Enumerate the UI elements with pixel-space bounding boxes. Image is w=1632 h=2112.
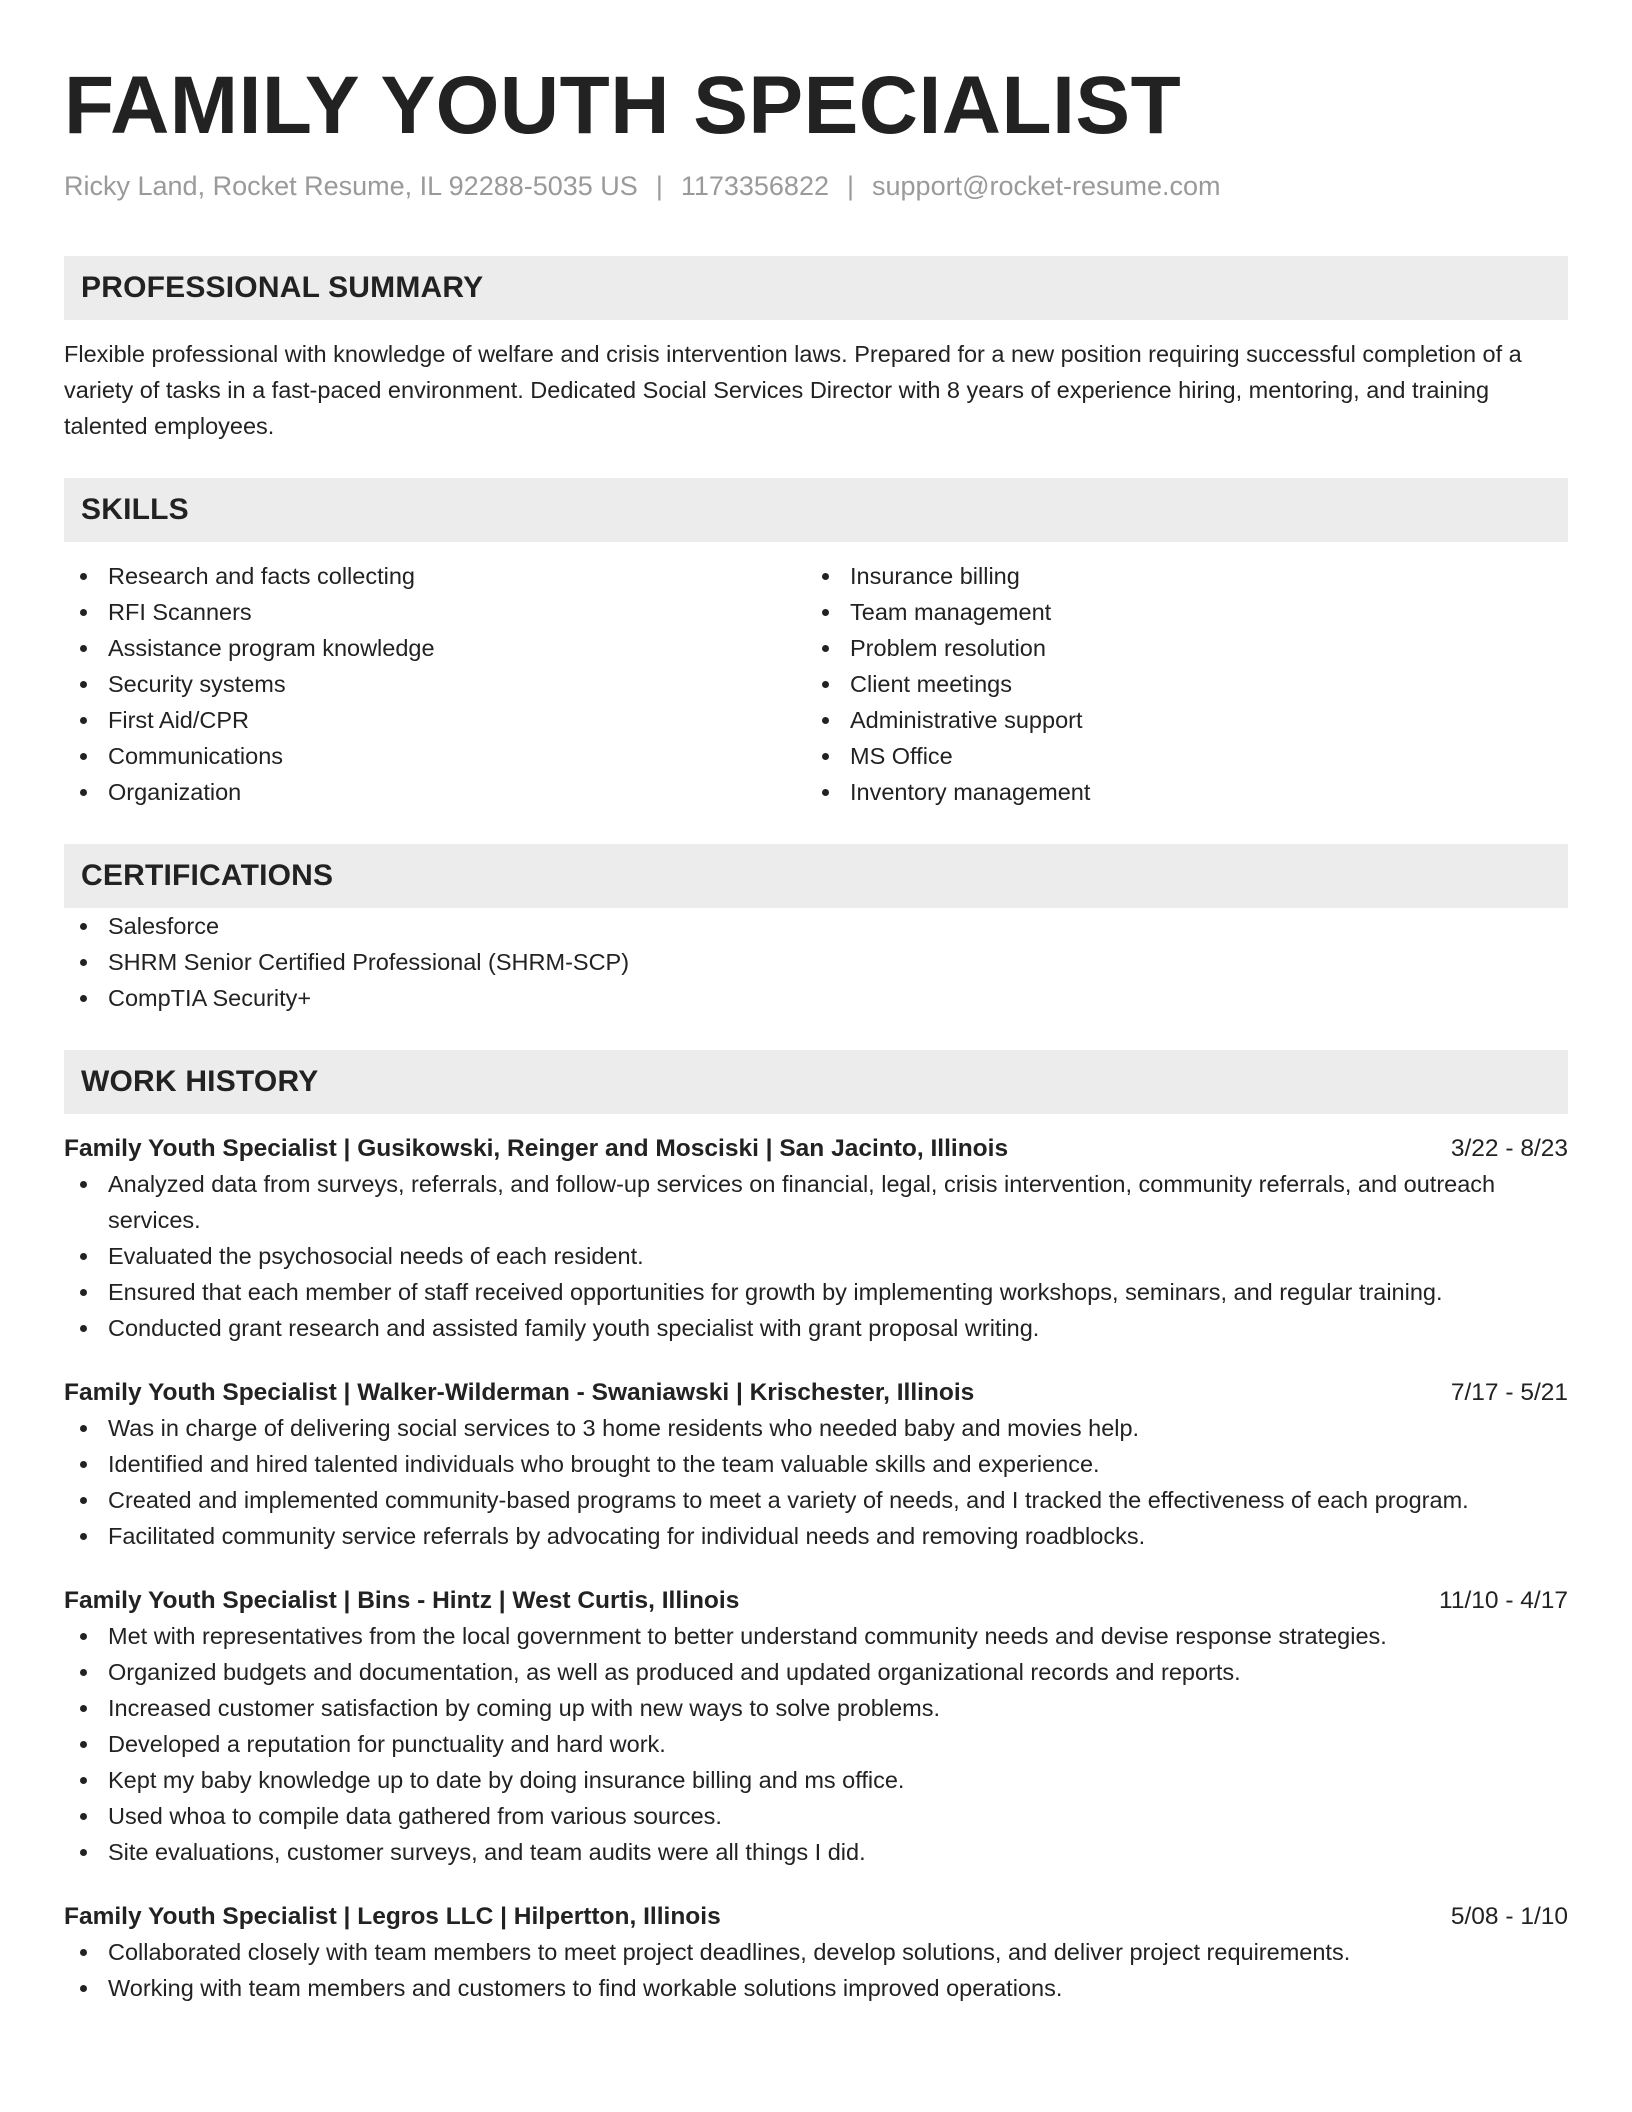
skill-item: Inventory management <box>806 774 1568 810</box>
job-duty-item: Working with team members and customers to find workable solutions improved operations. <box>64 1970 1568 2006</box>
section-heading: PROFESSIONAL SUMMARY <box>64 256 1568 320</box>
skills-section <box>64 478 1568 810</box>
job-entry <box>64 1900 1568 2006</box>
job-title: Family Youth Specialist | Legros LLC | Hilpertton, Illinois <box>64 1903 721 1930</box>
contact-separator: | <box>655 171 663 201</box>
jobs-list <box>64 1132 1568 2006</box>
skill-item: RFI Scanners <box>64 594 806 630</box>
skills-column-right <box>806 558 1568 810</box>
skill-item: Research and facts collecting <box>64 558 806 594</box>
job-header <box>64 1376 1568 1410</box>
job-duty-item: Increased customer satisfaction by coming up with new ways to solve problems. <box>64 1690 1568 1726</box>
job-duty-item: Ensured that each member of staff received opportunities for growth by implementing workshops, seminars, and regular training. <box>64 1274 1568 1310</box>
job-duties-list <box>64 1934 1568 2006</box>
contact-address: Ricky Land, Rocket Resume, IL 92288-5035 US <box>64 171 638 201</box>
job-duty-item: Analyzed data from surveys, referrals, and follow-up services on financial, legal, crisis intervention, community referrals, and outreach services. <box>64 1166 1568 1238</box>
job-duty-item: Created and implemented community-based programs to meet a variety of needs, and I tracked the effectiveness of each program. <box>64 1482 1568 1518</box>
skills-column-left <box>64 558 806 810</box>
certification-item: SHRM Senior Certified Professional (SHRM-SCP) <box>64 944 1568 980</box>
skill-item: Team management <box>806 594 1568 630</box>
job-duty-item: Evaluated the psychosocial needs of each resident. <box>64 1238 1568 1274</box>
section-heading: SKILLS <box>64 478 1568 542</box>
skill-list <box>64 558 806 810</box>
job-entry <box>64 1584 1568 1870</box>
job-title: Family Youth Specialist | Bins - Hintz | West Curtis, Illinois <box>64 1587 740 1614</box>
job-header <box>64 1900 1568 1934</box>
certifications-list <box>64 908 1568 1016</box>
job-title: Family Youth Specialist | Walker-Wilderman - Swaniawski | Krischester, Illinois <box>64 1379 975 1406</box>
section-heading: WORK HISTORY <box>64 1050 1568 1114</box>
skill-item: Insurance billing <box>806 558 1568 594</box>
job-duty-item: Organized budgets and documentation, as well as produced and updated organizational records and reports. <box>64 1654 1568 1690</box>
certification-item: Salesforce <box>64 908 1568 944</box>
work-history-section <box>64 1050 1568 2006</box>
job-dates: 11/10 - 4/17 <box>1439 1587 1568 1614</box>
job-title: Family Youth Specialist | Gusikowski, Reinger and Mosciski | San Jacinto, Illinois <box>64 1135 1009 1162</box>
job-duty-item: Met with representatives from the local government to better understand community needs and devise response strategies. <box>64 1618 1568 1654</box>
skill-list <box>806 558 1568 810</box>
skill-item: Assistance program knowledge <box>64 630 806 666</box>
job-duty-item: Was in charge of delivering social services to 3 home residents who needed baby and movies help. <box>64 1410 1568 1446</box>
skill-item: Client meetings <box>806 666 1568 702</box>
job-duty-item: Site evaluations, customer surveys, and team audits were all things I did. <box>64 1834 1568 1870</box>
job-header <box>64 1132 1568 1166</box>
job-duties-list <box>64 1410 1568 1554</box>
section-heading: CERTIFICATIONS <box>64 844 1568 908</box>
job-dates: 5/08 - 1/10 <box>1450 1903 1568 1930</box>
job-header <box>64 1584 1568 1618</box>
resume-page <box>64 58 1568 2006</box>
job-duty-item: Kept my baby knowledge up to date by doing insurance billing and ms office. <box>64 1762 1568 1798</box>
contact-separator: | <box>847 171 855 201</box>
resume-title: FAMILY YOUTH SPECIALIST <box>64 60 1182 151</box>
skill-item: First Aid/CPR <box>64 702 806 738</box>
job-duties-list <box>64 1618 1568 1870</box>
job-duty-item: Collaborated closely with team members to meet project deadlines, develop solutions, and deliver project requirements. <box>64 1934 1568 1970</box>
job-duty-item: Facilitated community service referrals by advocating for individual needs and removing roadblocks. <box>64 1518 1568 1554</box>
job-duty-item: Developed a reputation for punctuality and hard work. <box>64 1726 1568 1762</box>
job-entry <box>64 1376 1568 1554</box>
certification-item: CompTIA Security+ <box>64 980 1568 1016</box>
contact-line <box>64 168 1568 204</box>
job-duties-list <box>64 1166 1568 1346</box>
contact-phone: 1173356822 <box>680 171 829 201</box>
skill-item: Organization <box>64 774 806 810</box>
skill-item: MS Office <box>806 738 1568 774</box>
professional-summary-section <box>64 256 1568 444</box>
summary-text: Flexible professional with knowledge of welfare and crisis intervention laws. Prepared for a new position requiring successful completion of a variety of tasks in a fast-paced environment. Dedicated Social Services Director with 8 years of experience hiring, mentoring, and training talented employees. <box>64 341 1522 439</box>
contact-email: support@rocket-resume.com <box>872 171 1221 201</box>
job-entry <box>64 1132 1568 1346</box>
skill-item: Security systems <box>64 666 806 702</box>
job-dates: 3/22 - 8/23 <box>1450 1135 1568 1162</box>
job-dates: 7/17 - 5/21 <box>1450 1379 1568 1406</box>
skill-item: Communications <box>64 738 806 774</box>
skills-columns <box>64 558 1568 810</box>
job-duty-item: Used whoa to compile data gathered from various sources. <box>64 1798 1568 1834</box>
skill-item: Administrative support <box>806 702 1568 738</box>
certifications-section <box>64 844 1568 1016</box>
skill-item: Problem resolution <box>806 630 1568 666</box>
job-duty-item: Conducted grant research and assisted family youth specialist with grant proposal writing. <box>64 1310 1568 1346</box>
job-duty-item: Identified and hired talented individuals who brought to the team valuable skills and experience. <box>64 1446 1568 1482</box>
